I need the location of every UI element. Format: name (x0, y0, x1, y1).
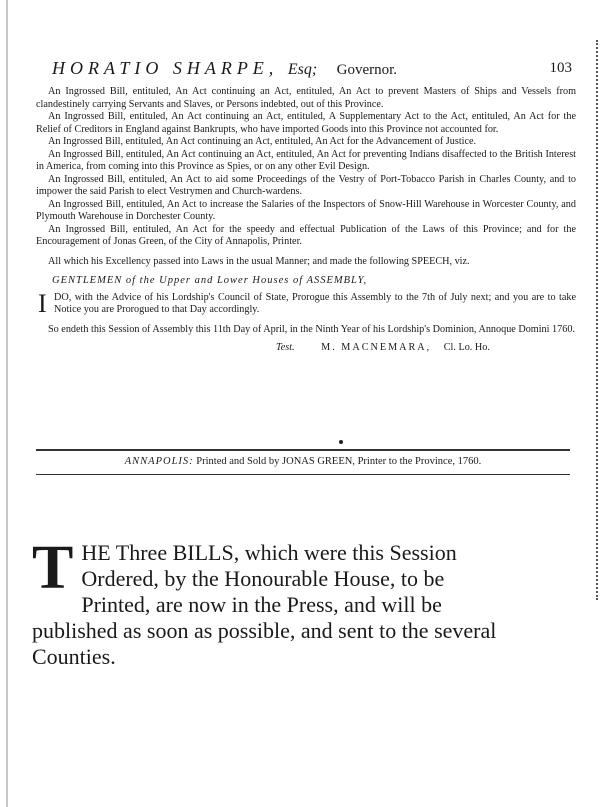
governor-speech (36, 288, 576, 318)
notice-text: HE Three BILLS, which were this Session Ordered, by the Honourable House, to be Printed, are now in the Press, and will be published as soon as possible, and sent to the several Counties. (32, 540, 497, 669)
speech-drop-cap: I (38, 288, 47, 318)
bill-item: An Ingrossed Bill, entituled, An Act for the speedy and effectual Publication of the Laws of this Province; and for the Encouragement of Jonas Green, of the City of Annapolis, Printer. (36, 223, 576, 247)
speech-salutation: GENTLEMEN of the Upper and Lower Houses of ASSEMBLY, (52, 275, 368, 286)
bill-item: An Ingrossed Bill, entituled, An Act continuing an Act, entituled, A Supplementary Act to the Act, entituled, An Act for the Relief of Creditors in England against Bankrupts, who have imported Goods into this Province not accounted for. (36, 111, 576, 135)
imprint-text: Printed and Sold by JONAS GREEN, Printer to the Province, 1760. (196, 456, 482, 467)
session-end-line: So endeth this Session of Assembly this 11th Day of April, in the Ninth Year of his Lordship's Dominion, Annoque Domini 1760. (48, 323, 575, 335)
bill-item: An Ingrossed Bill, entituled, An Act to aid some Proceedings of the Vestry of Port-Tobacco Parish in Charles County, and to impower the said Parish to elect Vestrymen and Church-wardens. (36, 173, 576, 197)
imprint-bottom-rule (36, 474, 570, 475)
bill-item: An Ingrossed Bill, entituled, An Act continuing an Act, entituled, An Act to prevent Masters of Ships and Vessels from clandestinely carrying Servants and Slaves, or Persons indebted, out of this Province. (36, 86, 576, 110)
header-name: HORATIO SHARPE, (52, 58, 279, 78)
clerk-signature (276, 342, 576, 355)
header-title: Governor. (336, 62, 398, 78)
session-text (36, 86, 576, 355)
signature-title: Cl. Lo. Ho. (443, 342, 490, 353)
imprint-top-rule (36, 449, 570, 451)
bills-printing-notice (32, 534, 512, 670)
bill-item: An Ingrossed Bill, entituled, An Act continuing an Act, entituled, An Act for the Advancement of Justice. (48, 136, 477, 147)
running-header (52, 58, 572, 79)
imprint-place: ANNAPOLIS: (124, 456, 194, 467)
page-margin-rule (6, 0, 8, 807)
bill-item: An Ingrossed Bill, entituled, An Act continuing an Act, entituled, An Act for preventing Indians disaffected to the British Interest in America, from coming into this Province as Spies, or on any other Evil Design. (36, 148, 576, 172)
bill-item: An Ingrossed Bill, entituled, An Act to increase the Salaries of the Inspectors of Snow-Hill Warehouse in Worcester County, and Plymouth Warehouse in Dorchester County. (36, 198, 576, 222)
page-number: 103 (549, 60, 572, 76)
header-esq: Esq; (287, 61, 318, 78)
printer-imprint (36, 456, 570, 467)
signature-test: Test. (276, 342, 295, 353)
speech-text: DO, with the Advice of his Lordship's Council of State, Prorogue this Assembly to the 7th of July next; and you are to take Notice you are Prorogued to that Day accordingly. (54, 291, 576, 315)
passed-into-laws-line: All which his Excellency passed into Laws in the usual Manner; and made the following SPEECH, viz. (48, 255, 470, 267)
torn-page-edge (586, 40, 598, 600)
notice-drop-cap: T (32, 534, 74, 602)
ornament-dot (339, 440, 343, 444)
signature-name: M. MACNEMARA, (321, 342, 432, 353)
